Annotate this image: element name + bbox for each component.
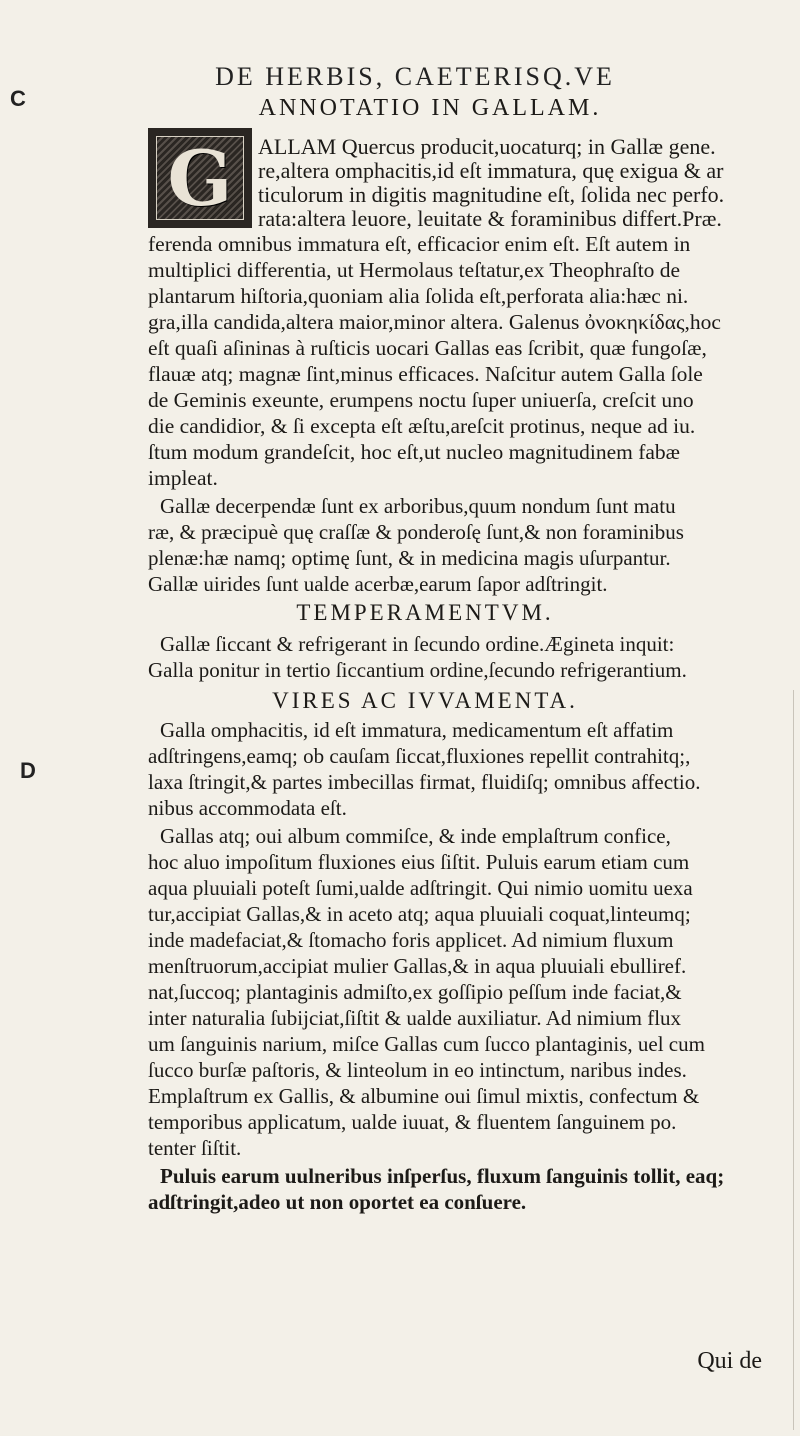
- text-line: Gallæ decerpendæ ſunt ex arboribus,quum nondum ſunt matu: [160, 494, 676, 518]
- text-line: hoc aluo impoſitum fluxiones eius ſiſtit. Puluis earum etiam cum: [148, 850, 690, 874]
- text-line: rata:altera leuore, leuitate & foraminibus differt.Præ.: [258, 206, 722, 231]
- decorated-initial: [148, 128, 252, 228]
- text-line: re,altera omphacitis,id eſt immatura, quę exigua & ar: [258, 158, 724, 183]
- text-line: ALLAM Quercus producit,uocaturq; in Gallæ gene.: [258, 134, 716, 159]
- text-line: flauæ atq; magnæ ſint,minus efficaces. Naſcitur autem Galla ſole: [148, 362, 703, 386]
- text-line: adſtringit,adeo ut non oportet ea conſuere.: [148, 1190, 527, 1214]
- running-head: DE HERBIS, CAETERISQ.VE: [215, 62, 615, 91]
- text-line: um ſanguinis narium, miſce Gallas cum ſucco plantaginis, uel cum: [148, 1032, 705, 1056]
- text-line: gra,illa candida,altera maior,minor altera. Galenus ὀνοκηκίδας,hoc: [148, 310, 721, 334]
- section-title-annotatio: ANNOTATIO IN GALLAM.: [258, 95, 602, 121]
- text-line: temporibus applicatum, ualde iuuat, & fluentem ſanguinem po.: [148, 1110, 677, 1134]
- catchword: Qui de: [697, 1348, 762, 1374]
- text-line: ræ, & præcipuè quę craſſæ & ponderoſę ſunt,& non foraminibus: [148, 520, 684, 544]
- text-line: Galla ponitur in tertio ſiccantium ordine,ſecundo refrigerantium.: [148, 658, 687, 682]
- text-line: ſtum modum grandeſcit, hoc eſt,ut nucleo magnitudinem fabæ: [148, 440, 681, 464]
- text-line: plantarum hiſtoria,quoniam alia ſolida eſt,perforata alia:hæc ni.: [148, 284, 689, 308]
- text-line: tenter ſiſtit.: [148, 1136, 242, 1160]
- text-line: ſucco burſæ paſtoris, & linteolum in eo intinctum, naribus indes.: [148, 1058, 687, 1082]
- section-title-vires: VIRES AC IVVAMENTA.: [272, 688, 578, 713]
- text-line: inter naturalia ſubijciat,ſiſtit & ualde auxiliatur. Ad nimium flux: [148, 1006, 682, 1030]
- text-line: nat,ſuccoq; plantaginis admiſto,ex goſſipio peſſum inde faciat,&: [148, 980, 682, 1004]
- margin-letter-d: D: [20, 758, 36, 783]
- text-line: adſtringens,eamq; ob cauſam ſiccat,fluxiones repellit contrahitq;,: [148, 744, 691, 768]
- text-line: Gallas atq; oui album commiſce, & inde emplaſtrum confice,: [160, 824, 671, 848]
- text-line: Emplaſtrum ex Gallis, & albumine oui ſimul mixtis, confectum &: [148, 1084, 700, 1108]
- text-line: menſtruorum,accipiat mulier Gallas,& in aqua pluuiali ebulliref.: [148, 954, 687, 978]
- margin-letter-c: C: [10, 86, 26, 111]
- text-line: multiplici differentia, ut Hermolaus teſtatur,ex Theophraſto de: [148, 258, 681, 282]
- text-line: ticulorum in digitis magnitudine eſt, ſolida nec perfo.: [258, 182, 725, 207]
- page-edge-shadow: [793, 690, 794, 1430]
- text-line: aqua pluuiali poteſt ſumi,ualde adſtringit. Qui nimio uomitu uexa: [148, 876, 693, 900]
- text-line: plenæ:hæ namq; optimę ſunt, & in medicina magis uſurpantur.: [148, 546, 671, 570]
- section-title-temperamentum: TEMPERAMENTVM.: [296, 600, 554, 625]
- text-line: ferenda omnibus immatura eſt, efficacior enim eſt. Eſt autem in: [148, 232, 691, 256]
- text-line: Puluis earum uulneribus inſperſus, fluxum ſanguinis tollit, eaq;: [160, 1164, 725, 1188]
- text-line: impleat.: [148, 466, 218, 490]
- decorated-initial-letter: G: [167, 133, 233, 223]
- text-line: die candidior, & ſi excepta eſt æſtu,areſcit protinus, neque ad iu.: [148, 414, 696, 438]
- text-line: laxa ſtringit,& partes imbecillas firmat, fluidiſq; omnibus affectio.: [148, 770, 701, 794]
- text-line: eſt quaſi aſininas à ruſticis uocari Gallas eas ſcribit, quæ fungoſæ,: [148, 336, 707, 360]
- text-line: tur,accipiat Gallas,& in aceto atq; aqua pluuiali coquat,linteumq;: [148, 902, 691, 926]
- text-line: Galla omphacitis, id eſt immatura, medicamentum eſt affatim: [160, 718, 674, 742]
- text-line: nibus accommodata eſt.: [148, 796, 347, 820]
- text-line: Gallæ ſiccant & refrigerant in ſecundo ordine.Ægineta inquit:: [160, 632, 675, 656]
- text-line: inde madefaciat,& ſtomacho foris applicet. Ad nimium fluxum: [148, 928, 674, 952]
- text-line: Gallæ uirides ſunt ualde acerbæ,earum ſapor adſtringit.: [148, 572, 608, 596]
- text-line: de Geminis exeunte, erumpens noctu ſuper uniuerſa, creſcit uno: [148, 388, 694, 412]
